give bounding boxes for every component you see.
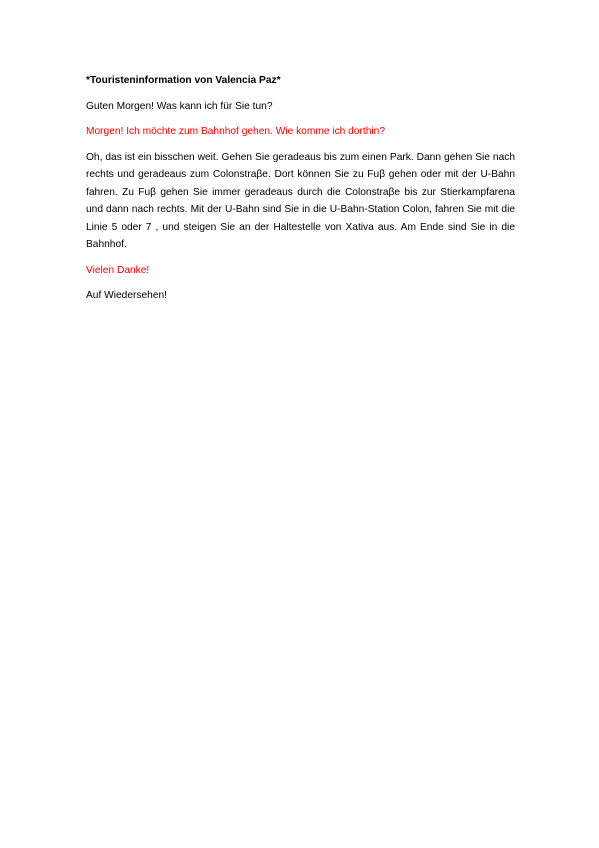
request-paragraph: Morgen! Ich möchte zum Bahnhof gehen. Wie komme ich dorthin? — [86, 126, 385, 137]
document-body — [86, 72, 515, 313]
thanks-paragraph: Vielen Danke! — [86, 264, 150, 276]
farewell-paragraph: Auf Wiedersehen! — [86, 290, 167, 301]
directions-paragraph: Oh, das ist ein bisschen weit. Gehen Sie geradeaus bis zum einen Park. Dann gehen Sie nach rechts und geradeaus zum Colonstraβe. Dort können Sie zu Fuβ gehen oder mit der U-Bahn fahren. Zu Fuβ gehen Sie immer geradeaus durch die Colonstraβe bis zur Stierkampfarena und dann nach rechts. Mit der U-Bahn sind Sie in die U-Bahn-Station Colon, fahren Sie mit die Linie 5 oder 7 , und steigen Sie an der Haltestelle von Xativa aus. Am Ende sind Sie in die Bahnhof. — [86, 151, 515, 250]
greeting-paragraph: Guten Morgen! Was kann ich für Sie tun? — [86, 100, 273, 112]
document-title: *Touristeninformation von Valencia Paz* — [86, 75, 281, 86]
